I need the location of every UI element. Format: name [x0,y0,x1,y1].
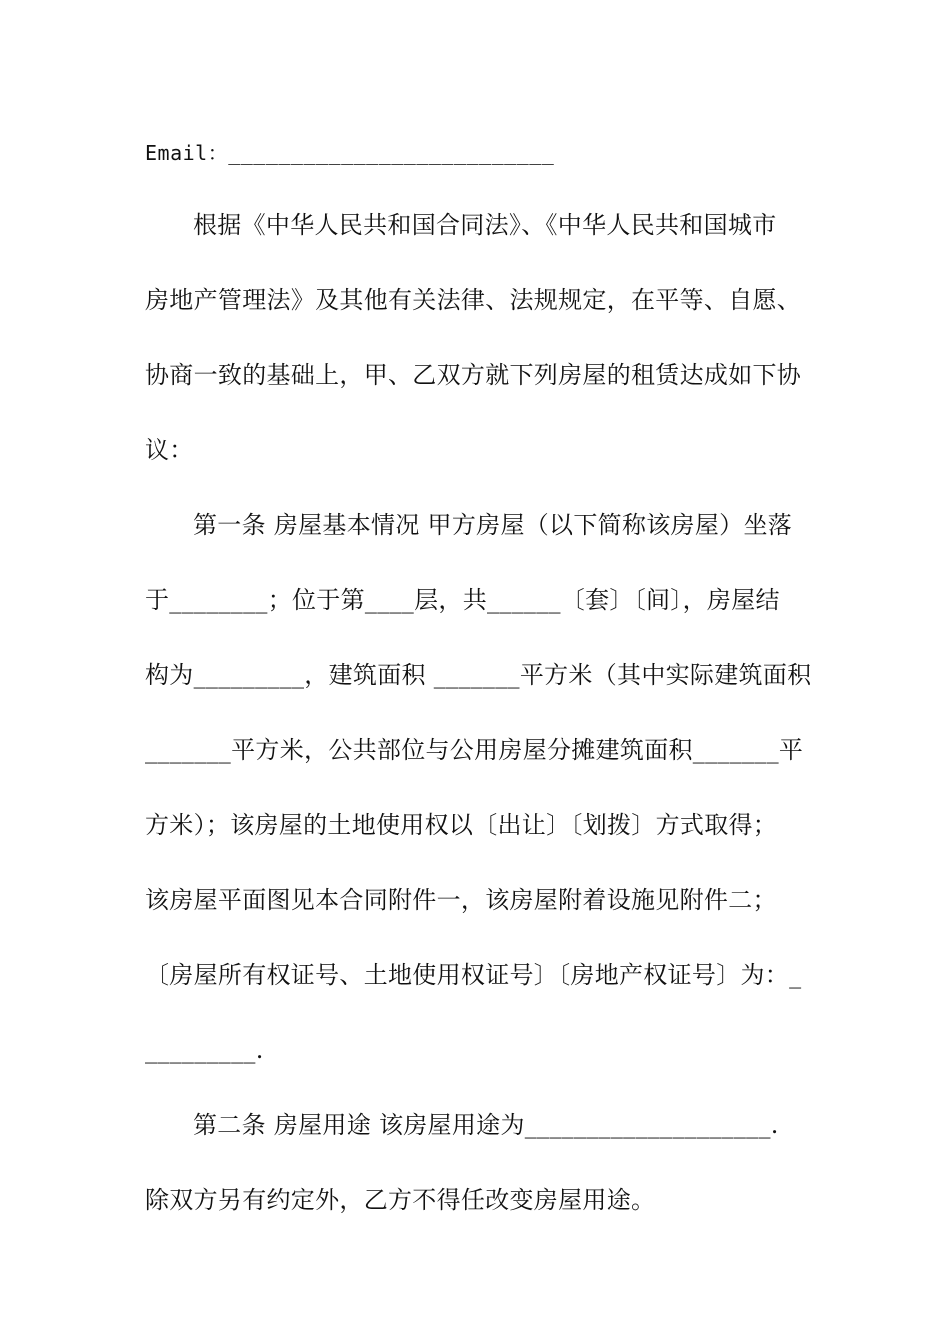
email-line: Email：__________________________ [145,141,555,165]
paragraph-line: _________. [145,1036,264,1064]
paragraph-line: 房地产管理法》及其他有关法律、法规规定，在平等、自愿、 [145,286,802,314]
paragraph-line: 协商一致的基础上，甲、乙双方就下列房屋的租赁达成如下协 [145,361,802,389]
article-two-line: 第二条 房屋用途 该房屋用途为____________________. [193,1111,779,1139]
paragraph-line: _______平方米，公共部位与公用房屋分摊建筑面积_______平 [145,736,804,764]
paragraph-line: 方米）；该房屋的土地使用权以〔出让〕〔划拨〕方式取得； [145,811,778,839]
article-one-line: 第一条 房屋基本情况 甲方房屋（以下简称该房屋）坐落 [193,511,793,539]
paragraph-line: 该房屋平面图见本合同附件一，该房屋附着设施见附件二； [145,886,777,914]
paragraph-line: 议： [145,436,194,464]
paragraph-line: 于________；位于第____层，共______〔套〕〔间〕，房屋结 [145,586,780,614]
paragraph-line: 〔房屋所有权证号、土地使用权证号〕〔房地产权证号〕为：_ [145,961,802,989]
paragraph-line: 除双方另有约定外，乙方不得任改变房屋用途。 [145,1186,656,1214]
paragraph-line: 构为_________，建筑面积 _______平方米（其中实际建筑面积 [145,661,812,689]
paragraph-line: 根据《中华人民共和国合同法》、《中华人民共和国城市 [193,211,777,239]
